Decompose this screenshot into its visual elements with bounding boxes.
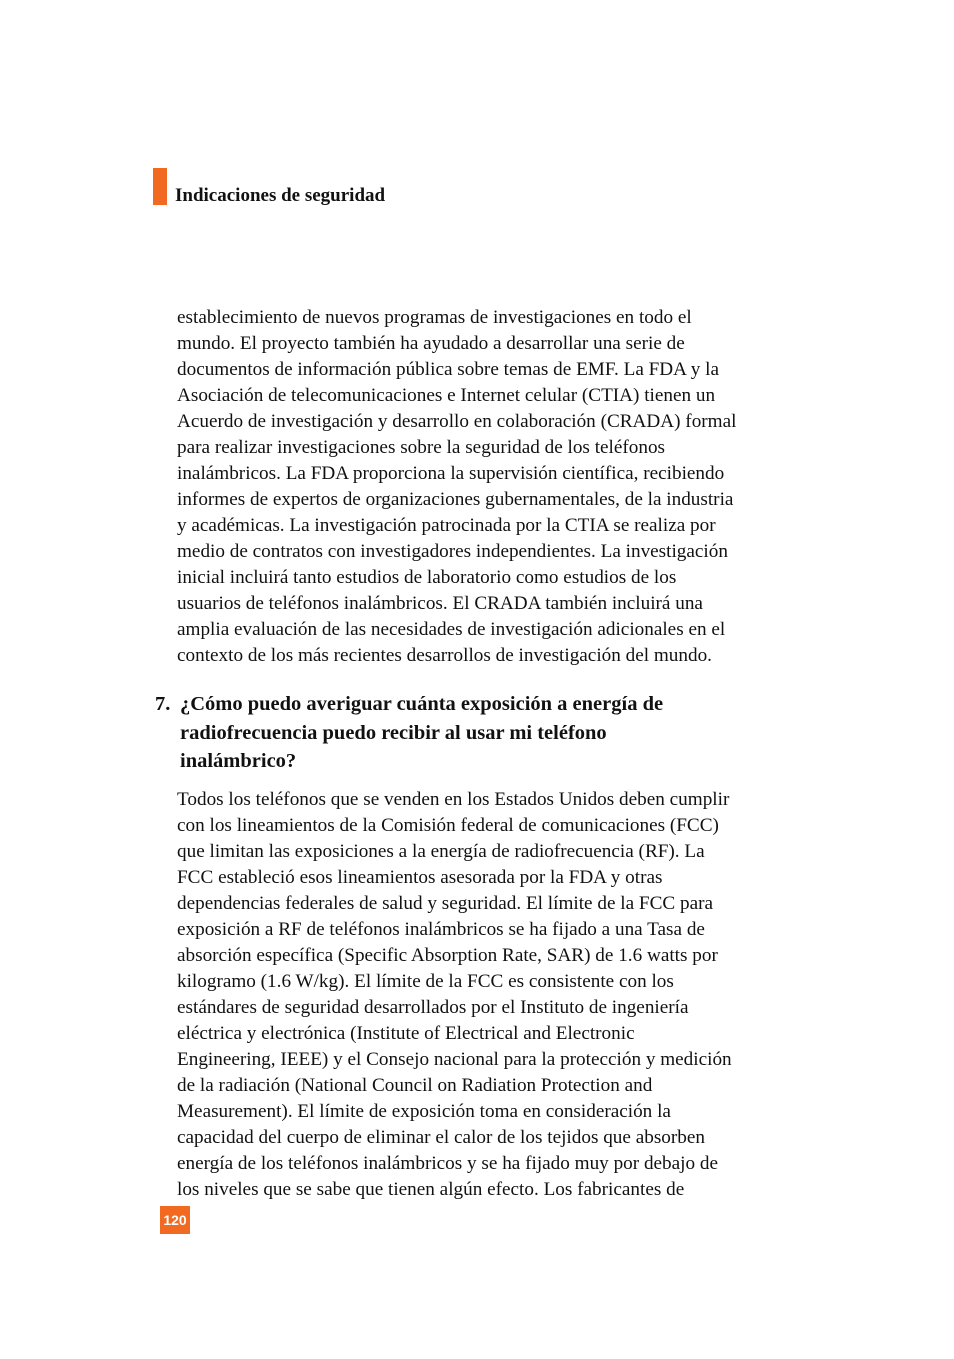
answer-paragraph bbox=[177, 787, 797, 1203]
page-number: 120 bbox=[160, 1206, 190, 1234]
text-line: medio de contratos con investigadores independientes. La investigación bbox=[177, 541, 728, 562]
text-line: los niveles que se sabe que tienen algún efecto. Los fabricantes de bbox=[177, 1179, 685, 1200]
text-line: informes de expertos de organizaciones gubernamentales, de la industria bbox=[177, 489, 734, 510]
text-line: inalámbrico? bbox=[180, 750, 297, 772]
section-title: Indicaciones de seguridad bbox=[175, 185, 386, 206]
text-line: inalámbricos. La FDA proporciona la supervisión científica, recibiendo bbox=[177, 463, 725, 484]
text-line: inicial incluirá tanto estudios de laboratorio como estudios de los bbox=[177, 567, 677, 588]
text-line: radiofrecuencia puedo recibir al usar mi teléfono bbox=[180, 721, 607, 744]
text-line: que limitan las exposiciones a la energía de radiofrecuencia (RF). La bbox=[177, 841, 705, 862]
question-text bbox=[180, 690, 663, 776]
text-line: energía de los teléfonos inalámbricos y se ha fijado muy por debajo de bbox=[177, 1153, 718, 1174]
text-line: Todos los teléfonos que se venden en los Estados Unidos deben cumplir bbox=[177, 789, 730, 810]
text-line: estándares de seguridad desarrollados por el Instituto de ingeniería bbox=[177, 997, 689, 1018]
section-accent-bar bbox=[153, 168, 167, 205]
text-line: dependencias federales de salud y seguridad. El límite de la FCC para bbox=[177, 893, 714, 914]
question-number: 7. bbox=[155, 693, 171, 715]
text-line: Asociación de telecomunicaciones e Internet celular (CTIA) tienen un bbox=[177, 385, 716, 406]
text-line: eléctrica y electrónica (Institute of Electrical and Electronic bbox=[177, 1023, 635, 1044]
text-line: usuarios de teléfonos inalámbricos. El CRADA también incluirá una bbox=[177, 593, 703, 614]
text-line: Acuerdo de investigación y desarrollo en colaboración (CRADA) formal bbox=[177, 411, 737, 432]
text-line: Engineering, IEEE) y el Consejo nacional para la protección y medición bbox=[177, 1049, 732, 1070]
text-line: y académicas. La investigación patrocinada por la CTIA se realiza por bbox=[177, 515, 716, 536]
text-line: con los lineamientos de la Comisión federal de comunicaciones (FCC) bbox=[177, 815, 719, 836]
text-line: para realizar investigaciones sobre la seguridad de los teléfonos bbox=[177, 437, 666, 458]
text-line: de la radiación (National Council on Radiation Protection and bbox=[177, 1075, 653, 1096]
text-line: capacidad del cuerpo de eliminar el calor de los tejidos que absorben bbox=[177, 1127, 705, 1148]
text-line: kilogramo (1.6 W/kg). El límite de la FCC es consistente con los bbox=[177, 971, 674, 992]
text-line: absorción específica (Specific Absorption Rate, SAR) de 1.6 watts por bbox=[177, 945, 718, 966]
text-line: exposición a RF de teléfonos inalámbricos se ha fijado a una Tasa de bbox=[177, 919, 705, 940]
text-line: amplia evaluación de las necesidades de investigación adicionales en el bbox=[177, 619, 726, 640]
text-line: ¿Cómo puedo averiguar cuánta exposición a energía de bbox=[180, 693, 664, 715]
text-line: contexto de los más recientes desarrollos de investigación del mundo. bbox=[177, 645, 712, 666]
text-line: mundo. El proyecto también ha ayudado a desarrollar una serie de bbox=[177, 333, 685, 354]
text-line: establecimiento de nuevos programas de investigaciones en todo el bbox=[177, 307, 692, 328]
text-line: documentos de información pública sobre temas de EMF. La FDA y la bbox=[177, 359, 719, 380]
intro-paragraph bbox=[177, 305, 797, 669]
text-line: FCC estableció esos lineamientos asesorada por la FDA y otras bbox=[177, 867, 663, 888]
text-line: Measurement). El límite de exposición toma en consideración la bbox=[177, 1101, 671, 1122]
